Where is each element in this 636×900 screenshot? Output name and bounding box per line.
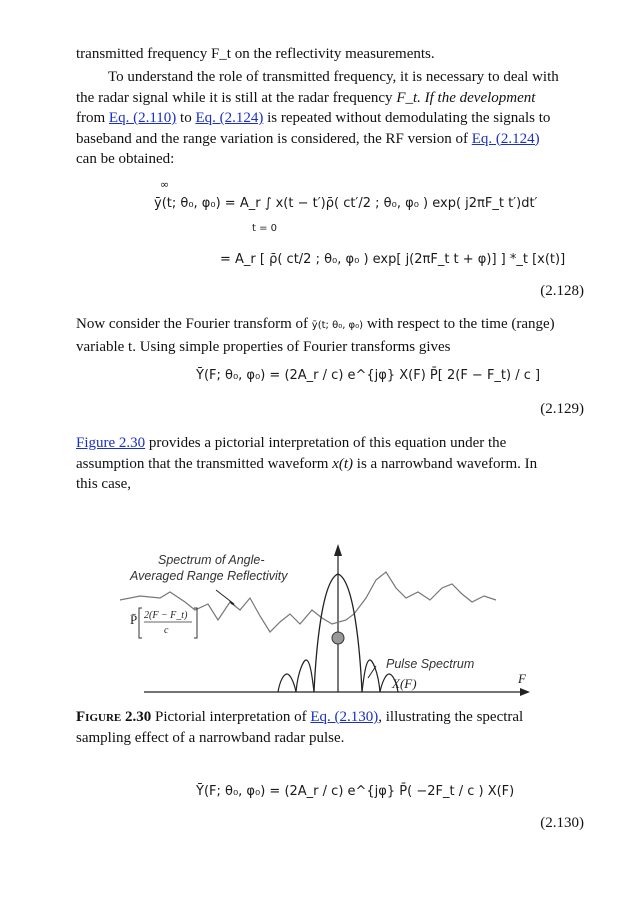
text-line: this case, bbox=[76, 476, 131, 492]
text-line bbox=[76, 129, 584, 150]
text-span: is repeated without demodulating the signals to bbox=[267, 110, 551, 126]
text-span: is a narrowband waveform. In bbox=[356, 455, 538, 472]
equation-2-129: Ȳ(F; θ₀, φ₀) = (2A_r / c) e^{jφ} X(F) P̄[ 2(F − F_t) / c ] bbox=[196, 368, 541, 383]
text-line: can be obtained: bbox=[76, 151, 175, 167]
link-eq-2-124-b[interactable]: Eq. (2.124) bbox=[471, 130, 540, 147]
carrier-arrowhead bbox=[334, 544, 342, 556]
text-span: F_t. If the development bbox=[396, 89, 536, 106]
label-pbar: P̄ bbox=[130, 612, 138, 627]
inline-math: ȳ(t; θ₀, φ₀) bbox=[311, 320, 364, 331]
link-figure-2-30[interactable]: Figure 2.30 bbox=[76, 435, 146, 451]
axis-arrowhead bbox=[520, 688, 530, 696]
paragraph-4 bbox=[76, 433, 584, 495]
text-span: assumption that the transmitted waveform bbox=[76, 455, 329, 472]
text-span: with respect to the time (range) bbox=[366, 316, 555, 332]
figure-2-30 bbox=[100, 540, 580, 710]
label-spectrum-line2: Averaged Range Reflectivity bbox=[130, 569, 288, 583]
equation-2-130: Ȳ(F; θ₀, φ₀) = (2A_r / c) e^{jφ} P̄( −2F_t / c ) X(F) bbox=[196, 784, 515, 799]
annotation-arrow-pulse bbox=[368, 666, 376, 678]
equation-2-128-line1: ȳ(t; θ₀, φ₀) = A_r ∫ x(t − t′)ρ̄( ct′/2 ; θ₀, φ₀ ) exp( j2πF_t t′)dt′ bbox=[154, 196, 538, 211]
equation-number-2-129: (2.129) bbox=[540, 401, 584, 417]
text-span: from bbox=[76, 110, 106, 126]
text-line: sampling effect of a narrowband radar pulse. bbox=[76, 729, 345, 746]
text-line: variable t. Using simple properties of Fourier transforms gives bbox=[76, 338, 451, 355]
text-line bbox=[76, 108, 584, 129]
eq-lower-limit: t = 0 bbox=[252, 223, 278, 234]
equation-number-2-128: (2.128) bbox=[540, 283, 584, 299]
text-span: provides a pictorial interpretation of this equation under the bbox=[148, 435, 507, 451]
eq-upper-limit: ∞ bbox=[160, 178, 170, 191]
paragraph-3 bbox=[76, 314, 584, 357]
annotation-arrow-reflectivity bbox=[216, 590, 234, 604]
text-line bbox=[76, 707, 576, 728]
caption-prefix: Figure 2.30 bbox=[76, 709, 152, 725]
paragraph-1 bbox=[76, 44, 584, 65]
label-frac-num: 2(F − F_t) bbox=[144, 610, 188, 621]
label-frac-den: c bbox=[164, 625, 169, 636]
text-line bbox=[76, 88, 584, 109]
link-eq-2-110[interactable]: Eq. (2.110) bbox=[108, 110, 177, 126]
text-span: Pictorial interpretation of bbox=[154, 709, 307, 725]
pulse-sidelobe-left-1 bbox=[296, 660, 314, 692]
label-xf: X(F) bbox=[392, 676, 417, 691]
bracket-right bbox=[194, 608, 197, 638]
text-span: the radar signal while it is still at the radar frequency bbox=[76, 89, 393, 106]
sample-point bbox=[332, 632, 344, 644]
text-span: to bbox=[180, 110, 192, 126]
label-spectrum-line1: Spectrum of Angle- bbox=[158, 553, 265, 567]
equation-2-128-line2: = A_r [ ρ̄( ct/2 ; θ₀, φ₀ ) exp[ j(2πF_t t + φ)] ] *_t [x(t)] bbox=[220, 252, 566, 267]
bracket-left bbox=[139, 608, 142, 638]
figure-caption bbox=[76, 707, 576, 748]
text-span: x(t) bbox=[332, 455, 354, 472]
label-pulse-spectrum: Pulse Spectrum bbox=[386, 657, 475, 671]
text-line bbox=[76, 314, 584, 337]
axis-label-f: F bbox=[518, 671, 526, 686]
equation-number-2-130: (2.130) bbox=[540, 815, 584, 831]
text-span: baseband and the range variation is considered, the RF version of bbox=[76, 130, 468, 147]
text-span: , illustrating the spectral bbox=[378, 709, 524, 725]
text-line: To understand the role of transmitted frequency, it is necessary to deal with bbox=[108, 69, 559, 85]
text-span: Now consider the Fourier transform of bbox=[76, 316, 309, 332]
text-line bbox=[76, 433, 584, 454]
pulse-sidelobe-left-2 bbox=[278, 674, 296, 692]
text-line bbox=[76, 454, 584, 475]
link-eq-2-124[interactable]: Eq. (2.124) bbox=[195, 110, 264, 126]
text-line: transmitted frequency F_t on the reflectivity measurements. bbox=[76, 46, 435, 62]
pulse-sidelobe-right-1 bbox=[362, 660, 380, 692]
paragraph-2 bbox=[76, 67, 584, 170]
link-eq-2-130[interactable]: Eq. (2.130) bbox=[310, 709, 379, 725]
